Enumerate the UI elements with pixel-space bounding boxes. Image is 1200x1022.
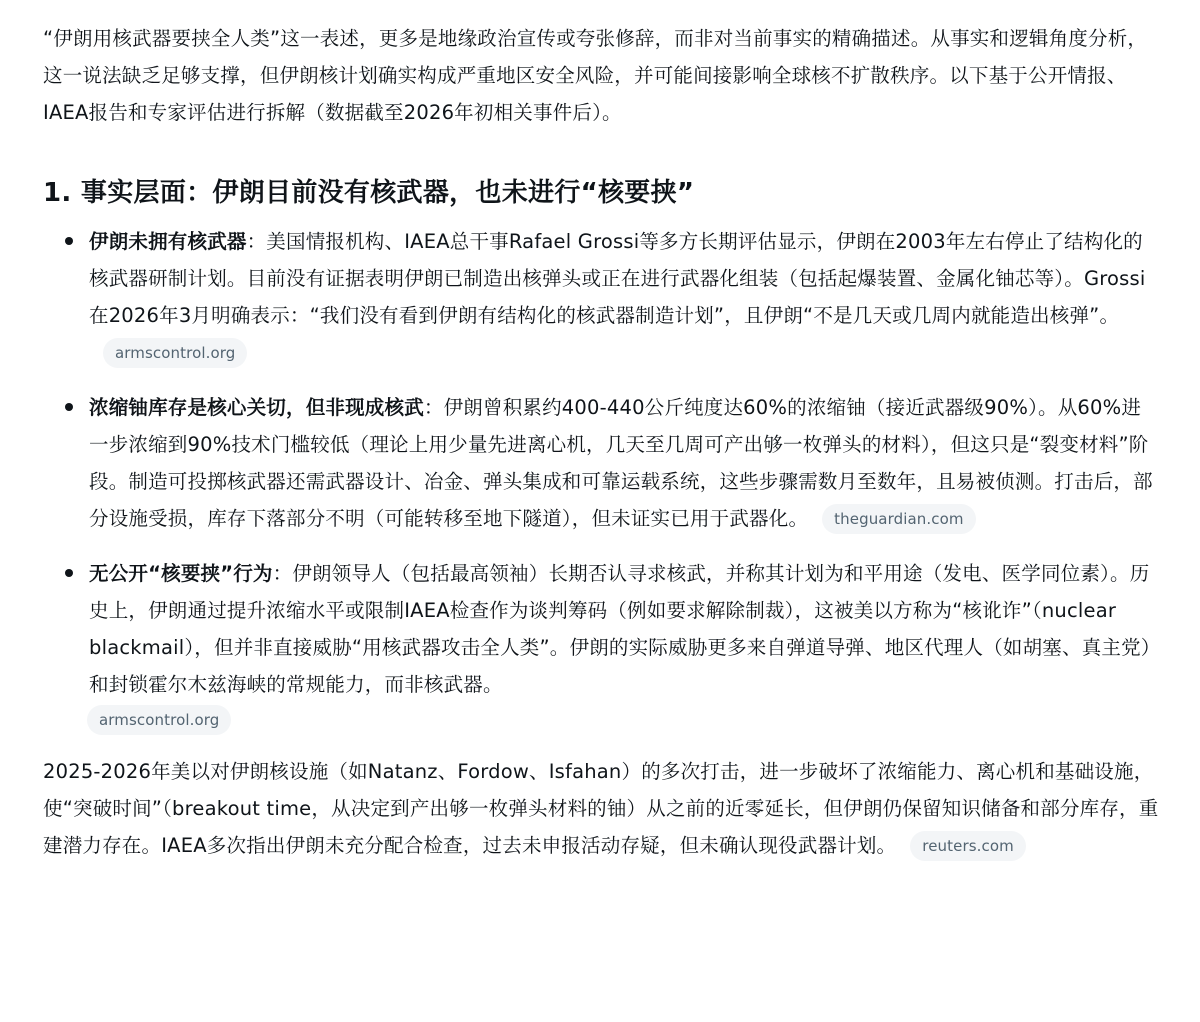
bullet-body: ：伊朗曾积累约400-440公斤纯度达60%的浓缩铀（接近武器级90%）。从60%进一步浓缩到90%技术门槛较低（理论上用少量先进离心机，几天至几周可产出够一枚弹头的材料），但这只是“裂变材料”阶段。制造可投掷核武器还需武器设计、冶金、弹头集成和可靠运载系统，这些步骤需数月至数年，且易被侦测。打击后，部分设施受损，库存下落部分不明（可能转移至地下隧道），但未证实已用于武器化。	[89, 396, 1153, 530]
list-item	[89, 389, 1160, 537]
bullet-list	[43, 223, 1160, 735]
bullet-body: ：美国情报机构、IAEA总干事Rafael Grossi等多方长期评估显示，伊朗在2003年左右停止了结构化的核武器研制计划。目前没有证据表明伊朗已制造出核弹头或正在进行武器化组装（包括起爆装置、金属化铀芯等）。Grossi在2026年3月明确表示：“我们没有看到伊朗有结构化的核武器制造计划”，且伊朗“不是几天或几周内就能造出核弹”。	[89, 230, 1146, 327]
bullet-lead: 浓缩铀库存是核心关切，但非现成核武	[89, 396, 424, 419]
source-link[interactable]: reuters.com	[910, 831, 1026, 861]
list-item	[89, 223, 1160, 371]
bullet-body: ：伊朗领导人（包括最高领袖）长期否认寻求核武，并称其计划为和平用途（发电、医学同位素）。历史上，伊朗通过提升浓缩水平或限制IAEA检查作为谈判筹码（例如要求解除制裁），这被美以方称为“核讹诈”（nuclear blackmail），但并非直接威胁“用核武器攻击全人类”。伊朗的实际威胁更多来自弹道导弹、地区代理人（如胡塞、真主党）和封锁霍尔木兹海峡的常规能力，而非核武器。	[89, 562, 1151, 696]
outro-paragraph	[43, 753, 1160, 864]
intro-paragraph: “伊朗用核武器要挟全人类”这一表述，更多是地缘政治宣传或夸张修辞，而非对当前事实的精确描述。从事实和逻辑角度分析，这一说法缺乏足够支撑，但伊朗核计划确实构成严重地区安全风险，并可能间接影响全球核不扩散秩序。以下基于公开情报、IAEA报告和专家评估进行拆解（数据截至2026年初相关事件后）。	[43, 27, 1148, 124]
bullet-lead: 伊朗未拥有核武器	[89, 230, 247, 253]
bullet-dot-icon	[65, 237, 73, 245]
list-item	[89, 555, 1160, 735]
section-heading: 1. 事实层面：伊朗目前没有核武器，也未进行“核要挟”	[43, 178, 695, 208]
source-link[interactable]: armscontrol.org	[87, 705, 231, 735]
source-link[interactable]: theguardian.com	[822, 504, 975, 534]
bullet-dot-icon	[65, 403, 73, 411]
outro-text: 2025-2026年美以对伊朗核设施（如Natanz、Fordow、Isfahan）的多次打击，进一步破坏了浓缩能力、离心机和基础设施，使“突破时间”（breakout time，从决定到产出够一枚弹头材料的铀）从之前的近零延长，但伊朗仍保留知识储备和部分库存，重建潜力存在。IAEA多次指出伊朗未充分配合检查，过去未申报活动存疑，但未确认现役武器计划。	[43, 760, 1159, 857]
bullet-lead: 无公开“核要挟”行为	[89, 562, 273, 585]
bullet-dot-icon	[65, 569, 73, 577]
source-link[interactable]: armscontrol.org	[103, 338, 247, 368]
